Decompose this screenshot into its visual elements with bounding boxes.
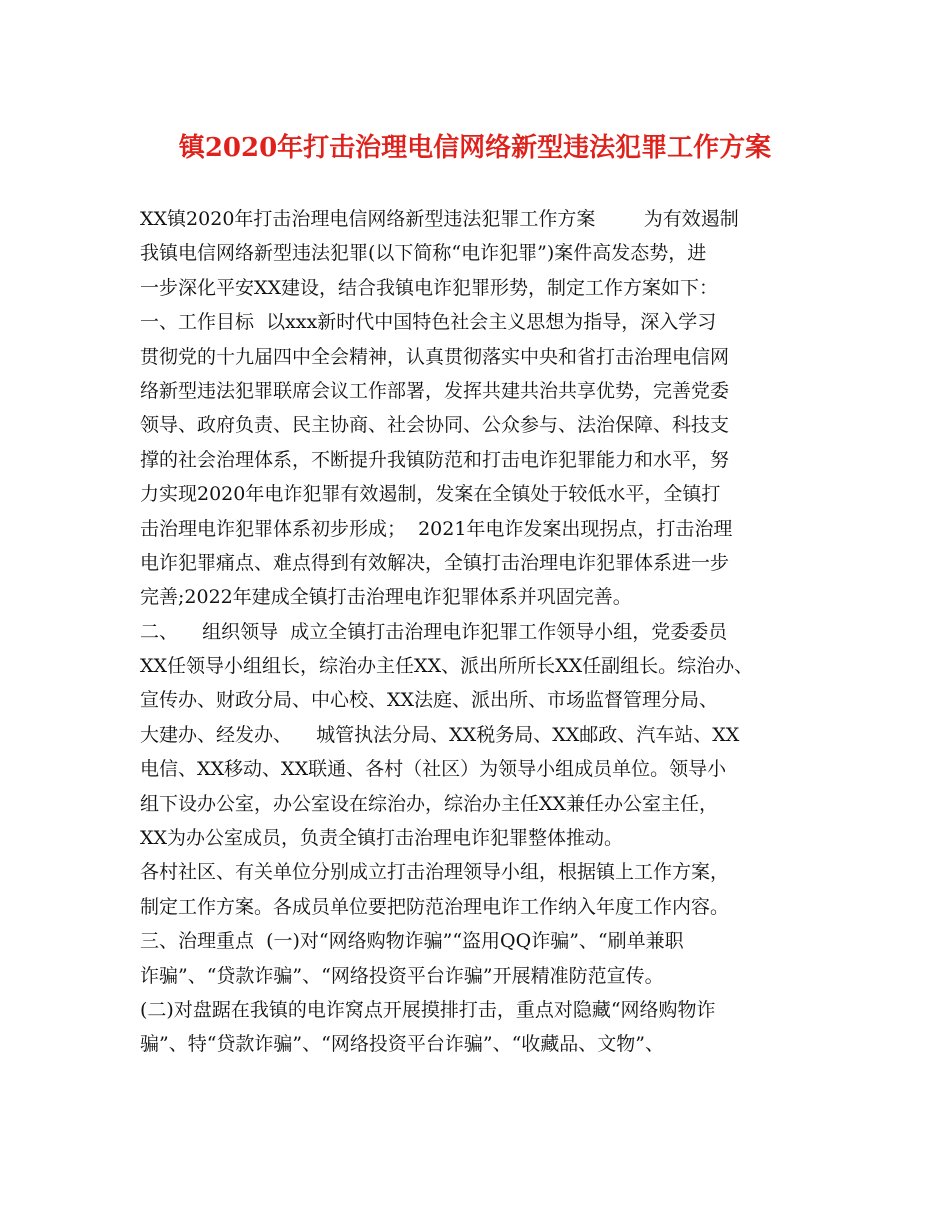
text-line: 络新型违法犯罪联席会议工作部署，发挥共建共治共享优势，完善党委	[140, 379, 730, 402]
text-line: 击治理电诈犯罪体系初步形成； 2021年电诈发案出现拐点，打击治理	[140, 517, 733, 540]
text-line: (二)对盘踞在我镇的电诈窝点开展摸排打击，重点对隐藏“网络购物诈	[140, 998, 716, 1021]
text-line: 一、工作目标 以xxx新时代中国特色社会主义思想为指导，深入学习	[140, 311, 717, 334]
text-line: 骗”、特“贷款诈骗”、“网络投资平台诈骗”、“收藏品、文物”、	[140, 1033, 664, 1056]
text-line: 三、治理重点 (一)对“网络购物诈骗”“盗用QQ诈骗”、“刷单兼职	[140, 930, 684, 953]
text-line: 领导、政府负责、民主协商、社会协同、公众参与、法治保障、科技支	[140, 414, 730, 437]
text-line: XX为办公室成员，负责全镇打击治理电诈犯罪整体推动。	[140, 827, 624, 850]
text-line: 组下设办公室，办公室设在综治办，综治办主任XX兼任办公室主任，	[140, 792, 719, 815]
text-line: 制定工作方案。各成员单位要把防范治理电诈工作纳入年度工作内容。	[140, 895, 730, 918]
text-line: XX任领导小组组长，综治办主任XX、派出所所长XX任副组长。综治办、	[140, 655, 754, 678]
text-line: 电信、XX移动、XX联通、各村（社区）为领导小组成员单位。领导小	[140, 758, 727, 781]
text-line: 各村社区、有关单位分别成立打击治理领导小组，根据镇上工作方案，	[140, 861, 730, 884]
text-line: 诈骗”、“贷款诈骗”、“网络投资平台诈骗”开展精准防范宣传。	[140, 964, 664, 987]
text-line: 我镇电信网络新型违法犯罪(以下简称“电诈犯罪”)案件高发态势，进	[140, 242, 707, 265]
text-line: 一步深化平安XX建设，结合我镇电诈犯罪形势，制定工作方案如下：	[140, 276, 719, 299]
text-line: 宣传办、财政分局、中心校、XX法庭、派出所、市场监督管理分局、	[140, 689, 719, 712]
document-title: 镇2020年打击治理电信网络新型违法犯罪工作方案	[178, 133, 772, 163]
text-line: 完善;2022年建成全镇打击治理电诈犯罪体系并巩固完善。	[140, 586, 632, 609]
text-line: 贯彻党的十九届四中全会精神，认真贯彻落实中央和省打击治理电信网	[140, 345, 730, 368]
document-body	[140, 202, 825, 1062]
text-line: XX镇2020年打击治理电信网络新型违法犯罪工作方案 为有效遏制	[140, 208, 739, 230]
text-line: 电诈犯罪痛点、难点得到有效解决，全镇打击治理电诈犯罪体系进一步	[140, 551, 730, 574]
text-line: 大建办、经发办、 城管执法分局、XX税务局、XX邮政、汽车站、XX	[140, 723, 740, 746]
text-line: 撑的社会治理体系，不断提升我镇防范和打击电诈犯罪能力和水平，努	[140, 448, 730, 471]
text-line: 力实现2020年电诈犯罪有效遏制，发案在全镇处于较低水平，全镇打	[140, 483, 721, 506]
text-line: 二、 组织领导 成立全镇打击治理电诈犯罪工作领导小组，党委委员	[140, 620, 728, 643]
